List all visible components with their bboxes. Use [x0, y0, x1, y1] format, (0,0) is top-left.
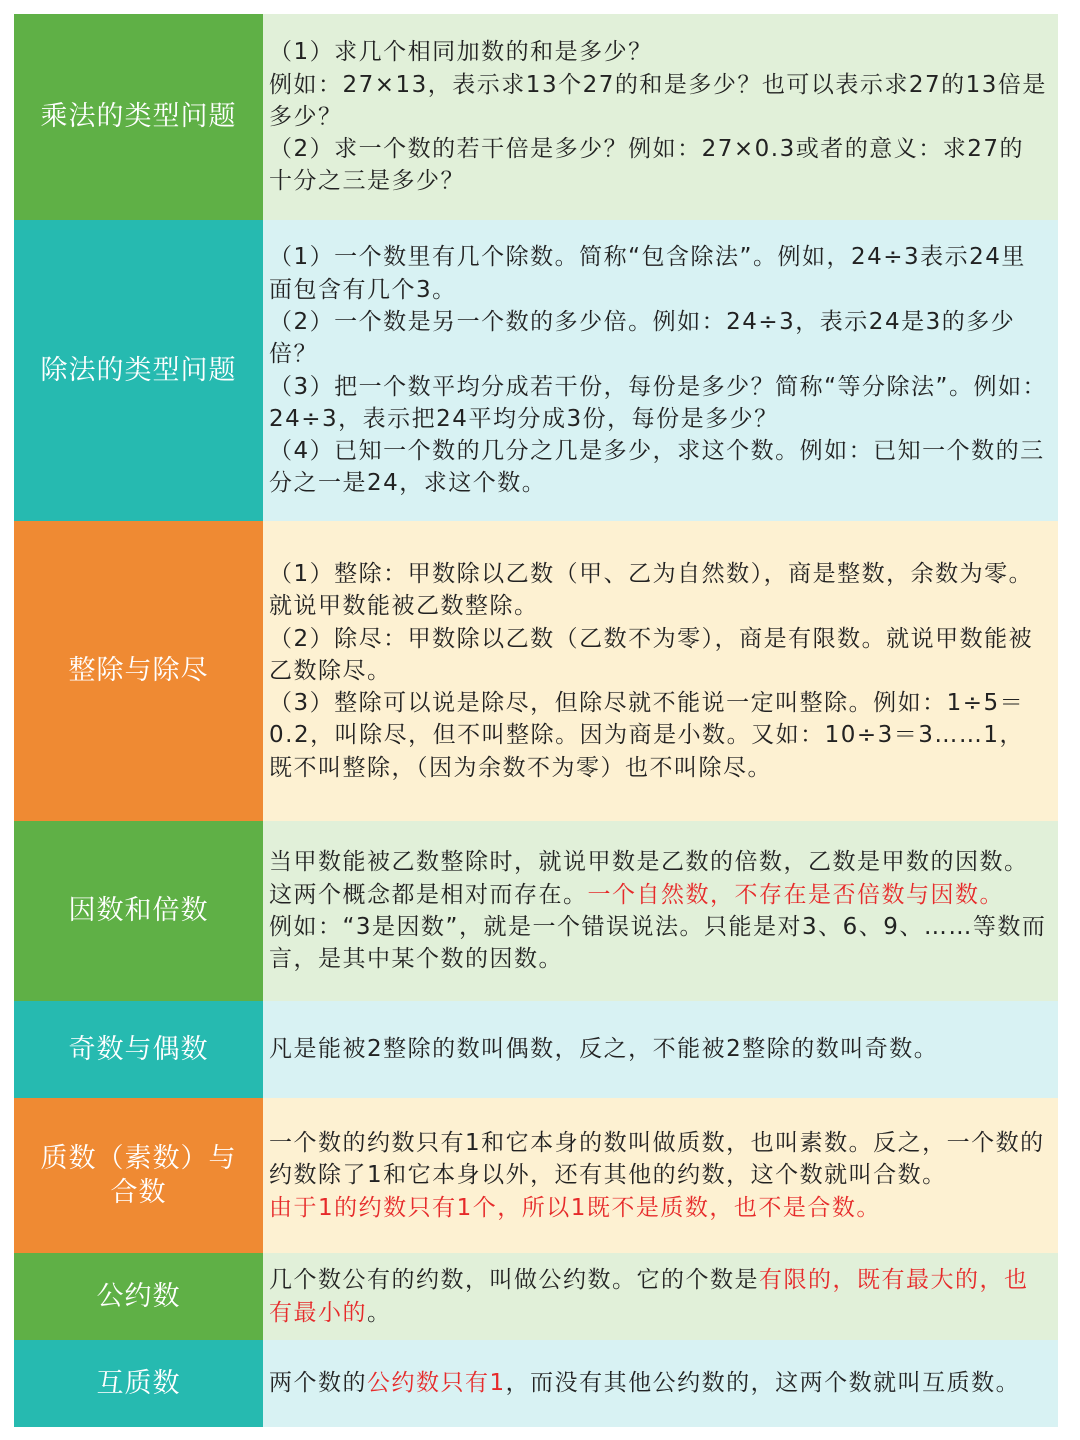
content-line: 一个数的约数只有1和它本身的数叫做质数，也叫素数。反之，一个数的约数除了1和它本身以外，还有其他的约数，这个数就叫合数。 [269, 1130, 1045, 1189]
row-label-line: 质数（素数）与 [40, 1142, 237, 1174]
row-label: 整除与除尽 [14, 521, 263, 821]
content-text: 几个数公有的约数，叫做公约数。它的个数是 [269, 1267, 759, 1294]
content-text: 两个数的 [269, 1370, 367, 1397]
row-divisibility [14, 521, 1058, 821]
highlight-text: 一个自然数，不存在是否倍数与因数。 [587, 881, 1004, 908]
content-line: 凡是能被2整除的数叫偶数，反之，不能被2整除的数叫奇数。 [269, 1036, 939, 1063]
row-coprime [14, 1340, 1058, 1427]
content-line: （3）把一个数平均分成若干份，每份是多少？简称“等分除法”。例如：24÷3，表示把24平均分成3份，每份是多少？ [269, 373, 1047, 432]
content-line: （3）整除可以说是除尽，但除尽就不能说一定叫整除。例如：1÷5＝0.2，叫除尽，但不叫整除。因为商是小数。又如：10÷3＝3……1，既不叫整除，（因为余数不为零）也不叫除尽。 [269, 690, 1025, 781]
row-label: 奇数与偶数 [14, 1001, 263, 1098]
row-content [263, 1253, 1058, 1340]
row-common-divisor [14, 1253, 1058, 1340]
content-line: （2）一个数是另一个数的多少倍。例如：24÷3，表示24是3的多少倍？ [269, 308, 1016, 368]
content-line: （4）已知一个数的几分之几是多少，求这个数。例如：已知一个数的三分之一是24，求这个数。 [269, 438, 1045, 497]
row-label: 互质数 [14, 1340, 263, 1427]
row-label: 因数和倍数 [14, 821, 263, 1001]
content-paragraph [269, 1264, 1048, 1329]
row-factors-multiples [14, 821, 1058, 1001]
row-content [263, 1001, 1058, 1098]
row-prime-composite [14, 1098, 1058, 1253]
row-content [263, 521, 1058, 821]
highlight-text: 由于1的约数只有1个，所以1既不是质数，也不是合数。 [269, 1194, 881, 1221]
row-label: 乘法的类型问题 [14, 14, 263, 220]
knowledge-table [14, 14, 1058, 1427]
row-division-types [14, 220, 1058, 521]
content-paragraph [269, 1367, 1048, 1399]
row-label-line: 合数 [110, 1176, 167, 1208]
content-line: （2）除尽：甲数除以乙数（乙数不为零），商是有限数。就说甲数能被乙数除尽。 [269, 625, 1034, 684]
content-text: 当甲数能被乙数整除时，就说甲数是乙数的倍数，乙数是甲数的因数。这两个概念都是相对而存在。 [269, 849, 1029, 908]
row-content [263, 1340, 1058, 1427]
content-line: 例如：27×13，表示求13个27的和是多少？也可以表示求27的13倍是多少？ [269, 71, 1047, 130]
row-content [263, 1098, 1058, 1253]
content-paragraph [269, 846, 1048, 911]
content-line: （1）一个数里有几个除数。简称“包含除法”。例如，24÷3表示24里面包含有几个3。 [269, 244, 1026, 303]
content-text: 。 [367, 1299, 392, 1326]
content-line: （1）整除：甲数除以乙数（甲、乙为自然数），商是整数，余数为零。就说甲数能被乙数整除。 [269, 560, 1034, 620]
row-label [14, 1098, 263, 1253]
row-label: 除法的类型问题 [14, 220, 263, 521]
content-line: （1）求几个相同加数的和是多少？ [269, 39, 653, 66]
content-text: ，而没有其他公约数的，这两个数就叫互质数。 [505, 1370, 1021, 1397]
content-line: 例如：“3是因数”，就是一个错误说法。只能是对3、6、9、……等数而言，是其中某个数的因数。 [269, 914, 1047, 973]
row-odd-even [14, 1001, 1058, 1098]
row-content [263, 14, 1058, 220]
row-content [263, 220, 1058, 521]
highlight-text: 公约数只有1 [367, 1370, 506, 1397]
highlight-text: 有限的，既有最大的，也有最小的 [269, 1267, 1029, 1326]
row-multiplication-types [14, 14, 1058, 220]
row-label: 公约数 [14, 1253, 263, 1340]
row-content [263, 821, 1058, 1001]
content-line: （2）求一个数的若干倍是多少？例如：27×0.3或者的意义：求27的十分之三是多少？ [269, 136, 1025, 195]
